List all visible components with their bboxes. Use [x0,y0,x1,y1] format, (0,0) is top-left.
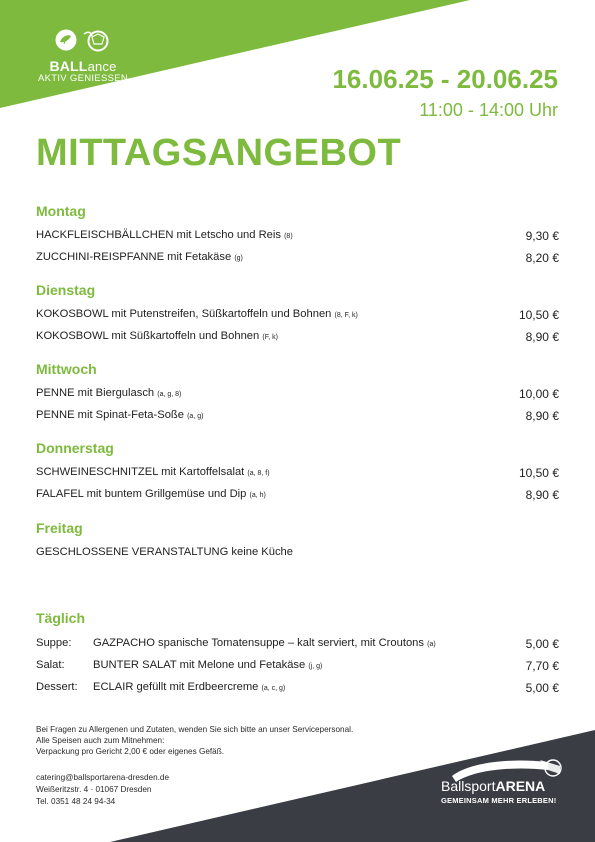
dish-desc: keine Küche [228,546,293,558]
dish-desc: mit Kartoffelsalat [158,466,248,478]
menu-row [36,488,559,506]
allergens: (a, g, 8) [157,391,182,398]
daily-row [36,637,559,655]
daily-row [36,659,559,677]
dish-text [93,637,436,649]
dish-text [36,308,358,320]
dish-text [36,546,293,558]
logo-tagline: AKTIV GENIESSEN [37,73,129,84]
dish-name: PENNE [36,409,75,421]
logo-brand-rest: ance [87,59,117,74]
day-heading-montag: Montag [36,203,86,219]
week-dates: 16.06.25 - 20.06.25 [332,64,558,94]
contact-address: Weißeritzstr. 4 · 01067 Dresden [36,785,152,794]
ballance-logo [28,58,138,84]
menu-row [36,308,559,326]
dish-text [36,251,243,263]
dish-desc: mit Fetakäse [164,251,235,263]
dish-name: FALAFEL [36,488,84,500]
allergens: (8) [284,233,293,240]
menu-row [36,546,559,564]
dish-text [36,330,278,342]
menu-row [36,409,559,427]
dish-name: KOKOSBOWL [36,330,109,342]
menu-row [36,466,559,484]
menu-row [36,330,559,348]
dish-desc: mit Süßkartoffeln und Bohnen [108,330,263,342]
arena-name [441,778,556,794]
dish-desc: gefüllt mit Erdbeercreme [133,681,262,693]
takeaway-note: Alle Speisen auch zum Mitnehmen: [36,736,165,745]
menu-row [36,387,559,405]
dish-name: GESCHLOSSENE VERANSTALTUNG [36,546,229,558]
dish-text [93,681,285,693]
day-heading-dienstag: Dienstag [36,282,96,298]
daily-heading: Täglich [36,610,86,626]
contact-block [36,772,169,808]
day-heading-mittwoch: Mittwoch [36,361,97,377]
dish-name: ECLAIR [93,681,134,693]
day-heading-donnerstag: Donnerstag [36,440,114,456]
day-heading-freitag: Freitag [36,520,83,536]
price: 10,50 € [518,308,559,322]
price: 8,90 € [525,409,559,423]
dish-name: SCHWEINESCHNITZEL [36,466,159,478]
price: 7,70 € [525,659,559,673]
dish-desc: spanische Tomatensuppe – kalt serviert, mit Croutons [154,637,428,649]
dish-name: BUNTER SALAT [93,659,177,671]
arena-slogan: GEMEINSAM MEHR ERLEBEN! [441,796,557,805]
price: 5,00 € [525,681,559,695]
dish-text [36,387,181,399]
dish-desc: mit Spinat-Feta-Soße [74,409,188,421]
contact-phone[interactable]: Tel. 0351 48 24 94-34 [36,797,116,806]
dish-name: PENNE [36,387,75,399]
allergens: (a, h) [249,492,266,499]
allergens: (j, g) [308,663,323,670]
contact-email[interactable]: catering@ballsportarena-dresden.de [36,773,170,782]
dish-desc: mit Melone und Fetakäse [176,659,309,671]
logo-brand-bold: BALL [49,58,88,74]
price: 8,90 € [525,330,559,344]
allergens: (a) [427,641,436,648]
dish-desc: mit Biergulasch [74,387,158,399]
dish-text [36,229,293,241]
dish-text [36,488,266,500]
dish-name: ZUCCHINI-REISPFANNE [36,251,165,263]
price: 8,20 € [525,251,559,265]
menu-row [36,251,559,269]
daily-label: Salat: [36,659,65,671]
arena-name-light: Ballsport [441,778,496,794]
allergens: (a, 8, f) [247,470,270,477]
arena-name-bold: ARENA [495,778,546,794]
price: 10,00 € [518,387,559,401]
dish-desc: mit Letscho und Reis [173,229,285,241]
page-title: MITTAGSANGEBOT [36,132,402,174]
price: 9,30 € [525,229,559,243]
menu-row [36,229,559,247]
bottom-dark-banner [0,700,595,842]
ballsport-arena-logo [441,778,556,805]
dish-text [36,409,203,421]
daily-row [36,681,559,699]
allergens: (8, F, k) [334,312,358,319]
allergens: (g) [234,255,243,262]
logo-brand [28,58,138,74]
daily-label: Suppe: [36,637,72,649]
daily-label: Dessert: [36,681,78,693]
dish-text [36,466,270,478]
price: 8,90 € [525,488,559,502]
dish-name: GAZPACHO [93,637,155,649]
allergens: (a, c, g) [261,685,286,692]
dish-desc: mit buntem Grillgemüse und Dip [83,488,250,500]
dish-name: KOKOSBOWL [36,308,109,320]
price: 5,00 € [525,637,559,651]
dish-desc: mit Putenstreifen, Süßkartoffeln und Bohnen [108,308,335,320]
packaging-note: Verpackung pro Gericht 2,00 € oder eigenes Gefäß. [36,747,224,756]
allergen-note: Bei Fragen zu Allergenen und Zutaten, wenden Sie sich bitte an unser Servicepersonal. [36,725,354,734]
opening-hours: 11:00 - 14:00 Uhr [419,100,558,120]
price: 10,50 € [518,466,559,480]
dish-text [93,659,322,671]
allergens: (F, k) [262,334,278,341]
dish-name: HACKFLEISCHBÄLLCHEN [36,229,174,241]
allergens: (a, g) [187,413,204,420]
